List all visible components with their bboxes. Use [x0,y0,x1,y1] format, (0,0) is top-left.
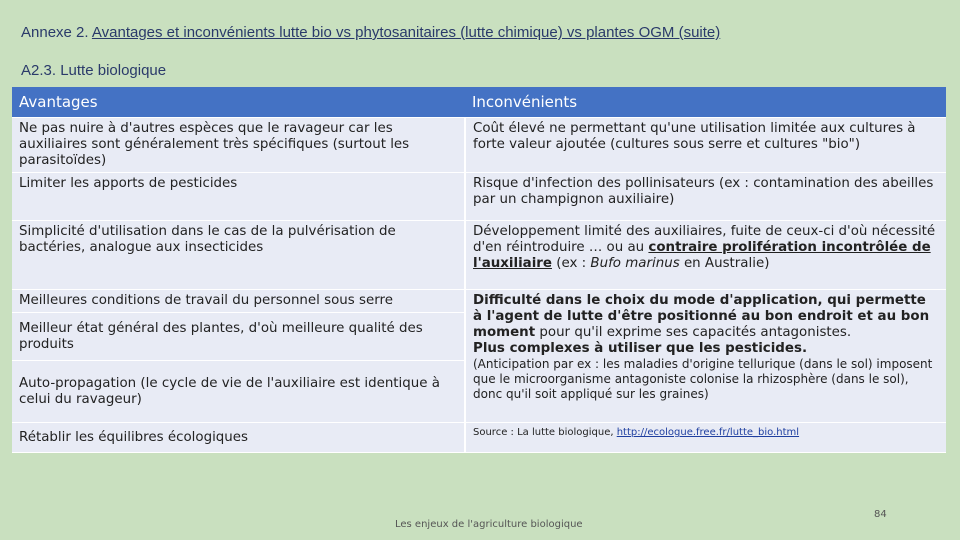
d3-text-underlined: contraire prolifération incontrôlée de l'auxiliaire [473,240,931,271]
advantage-cell: Ne pas nuire à d'autres espèces que le ravageur car les auxiliaires sont généralement très spécifiques (surtout les parasitoïdes) [12,118,465,173]
title-prefix: Annexe 2. [21,24,92,41]
title-main: Avantages et inconvénients lutte bio vs phytosanitaires (lutte chimique) vs plantes OGM (suite) [91,24,721,41]
advantage-cell: Rétablir les équilibres écologiques [12,423,465,453]
page-number: 84 [874,509,887,520]
table-row [12,423,946,453]
d3-text-e: en Australie) [679,256,770,271]
table-row [12,221,946,290]
advantage-cell: Meilleur état général des plantes, d'où meilleure qualité des produits [12,313,465,361]
header-advantages: Avantages [12,87,465,118]
d3-text-c: (ex : [551,256,591,271]
advantage-cell: Simplicité d'utilisation dans le cas de la pulvérisation de bactéries, analogue aux insecticides [12,221,465,290]
source-cell [465,423,946,453]
d4-bold-text: Difficulté dans le choix du mode d'application, qui permette à l'agent de lutte d'être positionné au bon endroit et au bon [473,293,930,324]
disadvantage-cell [465,290,946,423]
table-header-row [12,87,946,118]
source-link[interactable]: http://ecologue.free.fr/lutte_bio.html [616,427,800,438]
section-subtitle: A2.3. Lutte biologique [21,62,167,79]
advantage-cell: Limiter les apports de pesticides [12,173,465,221]
footer-text: Les enjeux de l'agriculture biologique [395,519,583,530]
advantage-cell: Auto-propagation (le cycle de vie de l'auxiliaire est identique à celui du ravageur) [12,361,465,423]
d3-species: Bufo marinus [590,256,680,271]
comparison-table [12,87,946,453]
source-prefix: Source : La lutte biologique, [473,427,617,438]
header-disadvantages: Inconvénients [465,87,946,118]
table-row [12,290,946,313]
d4-small-note: (Anticipation par ex : les maladies d'origine tellurique (dans le sol) imposent que le microorganisme antagoniste colonise la rhizosphère (dans le sol), donc qu'il soit appliqué sur les graines) [473,357,933,401]
d4-bold-word: moment [473,325,536,340]
page-title [21,24,720,41]
d3-text-a: Développement limité des auxiliaires, fuite de ceux-ci d'où nécessité d'en réintroduire … ou au [473,224,936,255]
disadvantage-cell: Risque d'infection des pollinisateurs (ex : contamination des abeilles par un champignon auxiliaire) [465,173,946,221]
disadvantage-cell: Coût élevé ne permettant qu'une utilisation limitée aux cultures à forte valeur ajoutée (cultures sous serre et cultures "bio") [465,118,946,173]
advantage-cell: Meilleures conditions de travail du personnel sous serre [12,290,465,313]
d4-bold-text-2: Plus complexes à utiliser que les pesticides. [473,341,808,356]
d4-normal-text: pour qu'il exprime ses capacités antagonistes. [535,325,852,340]
table-row [12,173,946,221]
table-row [12,118,946,173]
disadvantage-cell [465,221,946,290]
